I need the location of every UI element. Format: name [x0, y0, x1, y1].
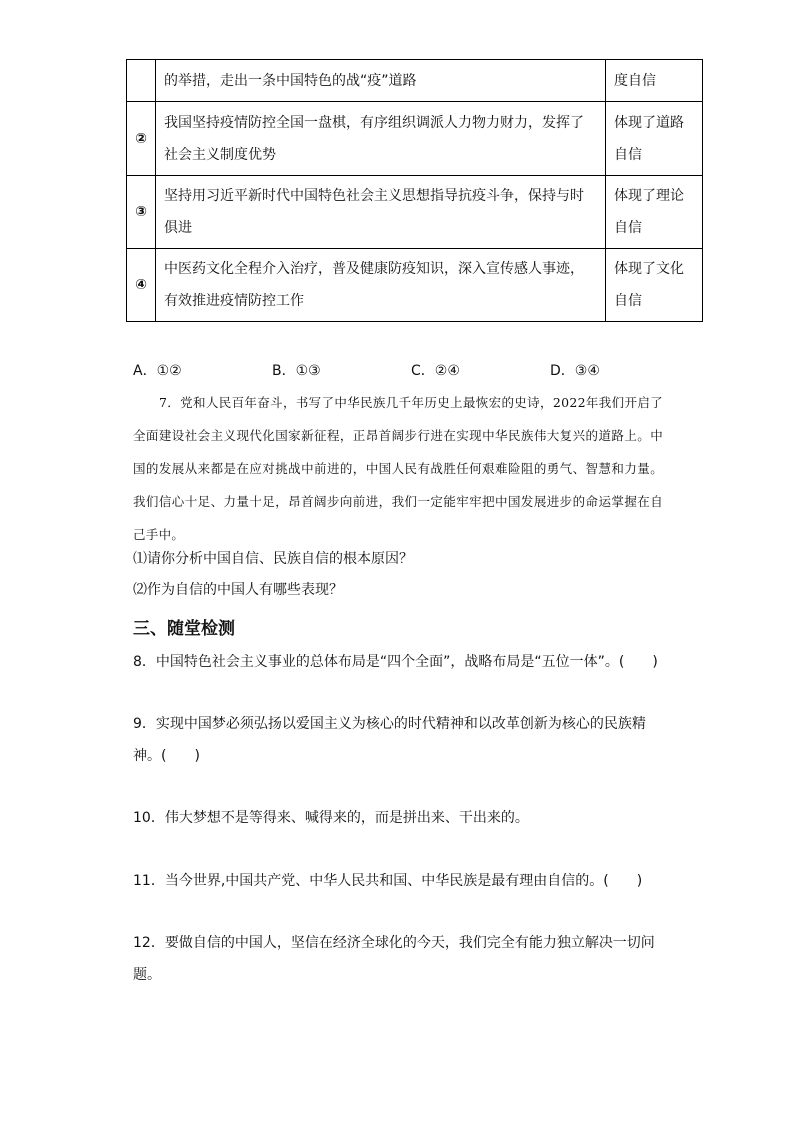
row-description: 中医药文化全程介入治疗，普及健康防疫知识，深入宣传感人事迹，有效推进疫情防控工作	[156, 249, 606, 322]
row-number: ②	[127, 102, 156, 176]
question-10: 10．伟大梦想不是等得来、喊得来的，而是拼出来、干出来的。	[133, 810, 529, 826]
row-number	[127, 60, 156, 102]
row-description: 我国坚持疫情防控全国一盘棋，有序组织调派人力物力财力，发挥了社会主义制度优势	[156, 102, 606, 176]
options-table	[126, 59, 703, 322]
answer-choices	[133, 360, 693, 380]
table-row	[127, 249, 703, 322]
question-7-sub-1: ⑴请你分析中国自信、民族自信的根本原因？	[133, 551, 413, 567]
table-row	[127, 176, 703, 249]
choice-c: C．②④	[411, 363, 460, 379]
question-11: 11．当今世界,中国共产党、中华人民共和国、中华民族是最有理由自信的。( )	[133, 873, 643, 889]
choice-d: D．③④	[550, 363, 600, 379]
row-description: 坚持用习近平新时代中国特色社会主义思想指导抗疫斗争，保持与时俱进	[156, 176, 606, 249]
row-number: ③	[127, 176, 156, 249]
question-9: 9．实现中国梦必须弘扬以爱国主义为核心的时代精神和以改革创新为核心的民族精神。( )	[133, 716, 646, 764]
row-result: 体现了文化自信	[606, 249, 703, 322]
table-row	[127, 102, 703, 176]
section-heading: 三、随堂检测	[133, 619, 235, 639]
question-7-passage: 7．党和人民百年奋斗，书写了中华民族几千年历史上最恢宏的史诗，2022年我们开启了全面建设社会主义现代化国家新征程，正昂首阔步行进在实现中华民族伟大复兴的道路上。中国的发展从来都是在应对挑战中前进的，中国人民有战胜任何艰难险阻的勇气、智慧和力量。我们信心十足、力量十足，昂首阔步向前进，我们一定能牢牢把中国发展进步的命运掌握在自己手中。	[133, 395, 663, 542]
row-result: 体现了理论自信	[606, 176, 703, 249]
question-7-sub-2: ⑵作为自信的中国人有哪些表现？	[133, 582, 343, 598]
choice-b: B．①③	[272, 363, 321, 379]
row-result: 度自信	[606, 60, 703, 102]
table-row	[127, 60, 703, 102]
row-number: ④	[127, 249, 156, 322]
row-result: 体现了道路自信	[606, 102, 703, 176]
question-12: 12．要做自信的中国人，坚信在经济全球化的今天，我们完全有能力独立解决一切问题。	[133, 935, 655, 983]
row-description: 的举措，走出一条中国特色的战“疫”道路	[156, 60, 606, 102]
choice-a: A．①②	[133, 363, 182, 379]
question-8: 8．中国特色社会主义事业的总体布局是“四个全面”，战略布局是“五位一体”。( )	[133, 654, 658, 670]
